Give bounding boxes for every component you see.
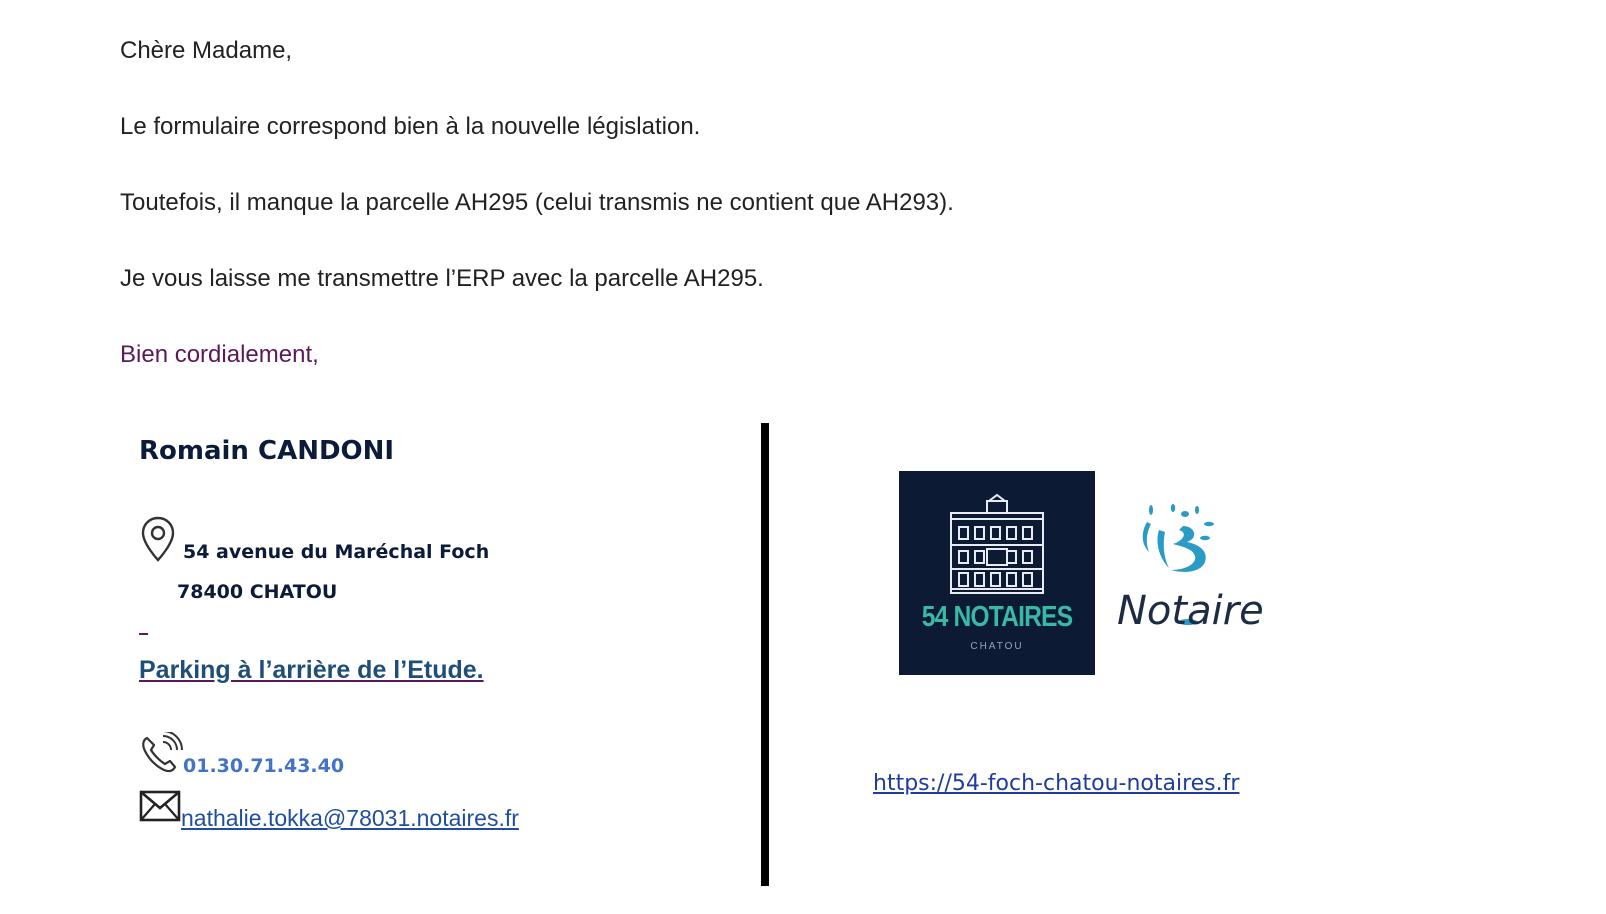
divider-dash <box>139 633 148 635</box>
paragraph-request: Je vous laisse me transmettre l’ERP avec la parcelle AH295. <box>120 265 764 292</box>
envelope-icon <box>139 790 181 822</box>
firm-logo-subtitle: CHATOU <box>970 641 1024 652</box>
building-icon <box>899 471 1095 601</box>
paragraph-form: Le formulaire correspond bien à la nouvelle législation. <box>120 113 701 140</box>
email-link[interactable]: nathalie.tokka@78031.notaires.fr <box>181 805 519 831</box>
parking-link[interactable]: Parking à l’arrière de l’Etude. <box>139 656 484 684</box>
address-line-2: 78400 CHATOU <box>177 581 338 603</box>
closing: Bien cordialement, <box>120 341 319 368</box>
location-pin-icon <box>141 516 175 562</box>
signature-divider <box>761 423 769 886</box>
notaire-logo-word: Notaire <box>1117 588 1264 634</box>
phone-number[interactable]: 01.30.71.43.40 <box>183 755 345 777</box>
firm-logo-title: 54 NOTAIRES <box>921 601 1073 633</box>
paragraph-missing-parcel: Toutefois, il manque la parcelle AH295 (celui transmis ne contient que AH293). <box>120 189 954 216</box>
phone-icon <box>139 732 183 774</box>
address-line-1: 54 avenue du Maréchal Foch <box>183 541 490 563</box>
firm-logo <box>899 471 1095 675</box>
greeting: Chère Madame, <box>120 37 293 64</box>
website-link[interactable]: https://54-foch-chatou-notaires.fr <box>873 771 1240 796</box>
signature-name: Romain CANDONI <box>139 436 395 466</box>
